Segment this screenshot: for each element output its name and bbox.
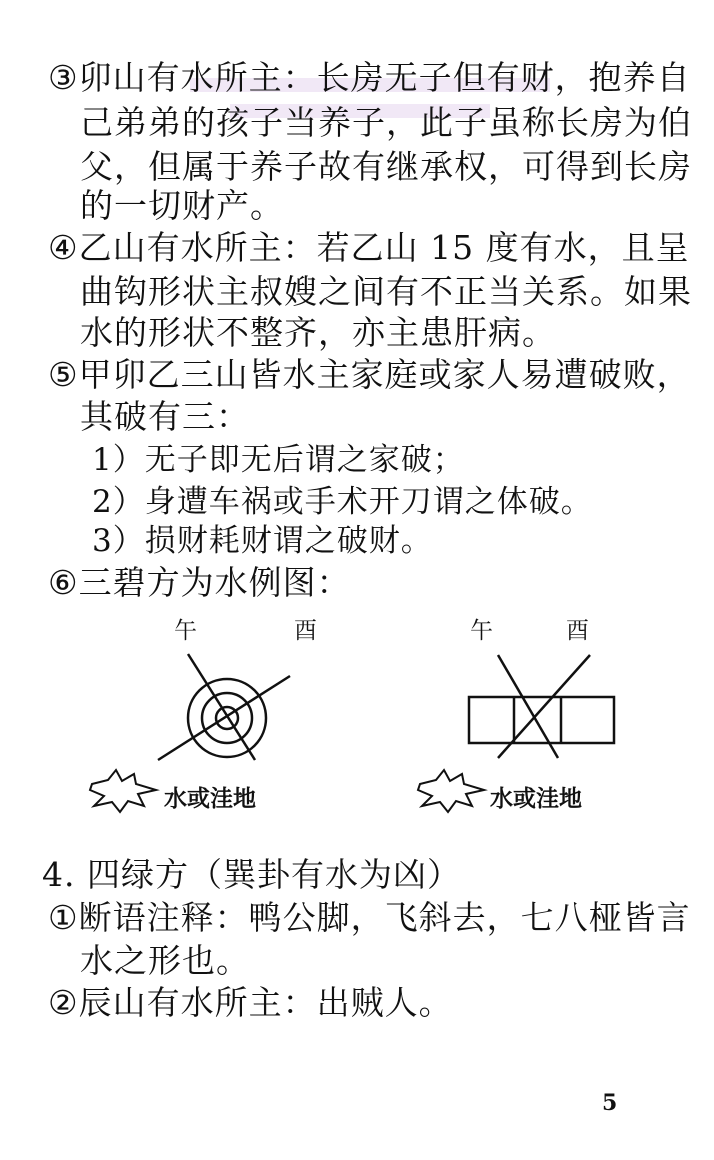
figure1-outer-circle bbox=[188, 679, 266, 757]
item4-marker: ④ bbox=[48, 228, 79, 267]
figure2-water-label: 水或洼地 bbox=[490, 786, 582, 812]
s4-item2-line-1 bbox=[48, 983, 453, 1023]
item5-line-1 bbox=[48, 355, 691, 395]
item4-line-1 bbox=[48, 228, 690, 268]
item5-subitem-1: 1）无子即无后谓之家破； bbox=[92, 442, 465, 478]
figure1-label-you: 酉 bbox=[294, 618, 317, 644]
s4-item1-line-2: 水之形也。 bbox=[80, 941, 250, 980]
item3-marker: ③ bbox=[48, 58, 79, 97]
item5-marker: ⑤ bbox=[48, 355, 79, 394]
figure2-label-wu: 午 bbox=[470, 618, 493, 644]
s4-item1-line-1 bbox=[48, 898, 691, 938]
item3-line-4: 的一切财产。 bbox=[80, 186, 284, 225]
s4-item2-marker: ② bbox=[48, 983, 79, 1022]
figure2-line-you bbox=[498, 655, 590, 758]
item3-line-2: 己弟弟的孩子当养子，此子虽称长房为伯 bbox=[80, 103, 692, 142]
s4-item2-text: 辰山有水所主：出贼人。 bbox=[78, 983, 453, 1022]
item6-marker: ⑥ bbox=[48, 563, 79, 602]
item3-line-3: 父，但属于养子故有继承权，可得到长房 bbox=[80, 147, 692, 186]
item6-text: 三碧方为水例图： bbox=[78, 563, 351, 602]
item5-line-2: 其破有三： bbox=[80, 397, 250, 436]
s4-item1-text-1: 断语注释：鸭公脚，飞斜去，七八桠皆言 bbox=[78, 898, 691, 937]
figure2-line-wu bbox=[498, 655, 558, 758]
figure1-line-you bbox=[158, 676, 290, 760]
item6-line-1 bbox=[48, 563, 351, 603]
figure1-line-wu bbox=[188, 654, 255, 760]
section4-heading: 4. 四绿方（巽卦有水为凶） bbox=[42, 855, 461, 894]
s4-item1-marker: ① bbox=[48, 898, 79, 937]
figure1-label-wu: 午 bbox=[174, 618, 197, 644]
figure1-middle-circle bbox=[202, 693, 252, 743]
figure2-boxes-outline bbox=[469, 697, 614, 743]
item5-subitem-3: 3）损财耗财谓之破财。 bbox=[92, 523, 433, 559]
page-number: 5 bbox=[602, 1090, 618, 1116]
item5-subitem-2: 2）身遭车祸或手术开刀谓之体破。 bbox=[92, 484, 593, 520]
figure1-splash-icon bbox=[90, 770, 156, 812]
item3-line-1 bbox=[48, 58, 691, 98]
figure2-splash-icon bbox=[418, 770, 484, 812]
figure2-label-you: 酉 bbox=[566, 618, 589, 644]
figure2-shapes bbox=[469, 655, 614, 758]
figure1-shapes bbox=[158, 654, 290, 760]
item4-line-3: 水的形状不整齐，亦主患肝病。 bbox=[80, 313, 556, 352]
figure1-inner-circle bbox=[216, 707, 238, 729]
item4-line-2: 曲钩形状主叔嫂之间有不正当关系。如果 bbox=[80, 272, 692, 311]
item4-text-1: 乙山有水所主：若乙山 15 度有水，且呈 bbox=[78, 228, 690, 267]
item5-text-1: 甲卯乙三山皆水主家庭或家人易遭破败， bbox=[78, 355, 691, 394]
item3-text-1: 卯山有水所主：长房无子但有财，抱养自 bbox=[78, 58, 691, 97]
figure1-water-label: 水或洼地 bbox=[164, 786, 256, 812]
